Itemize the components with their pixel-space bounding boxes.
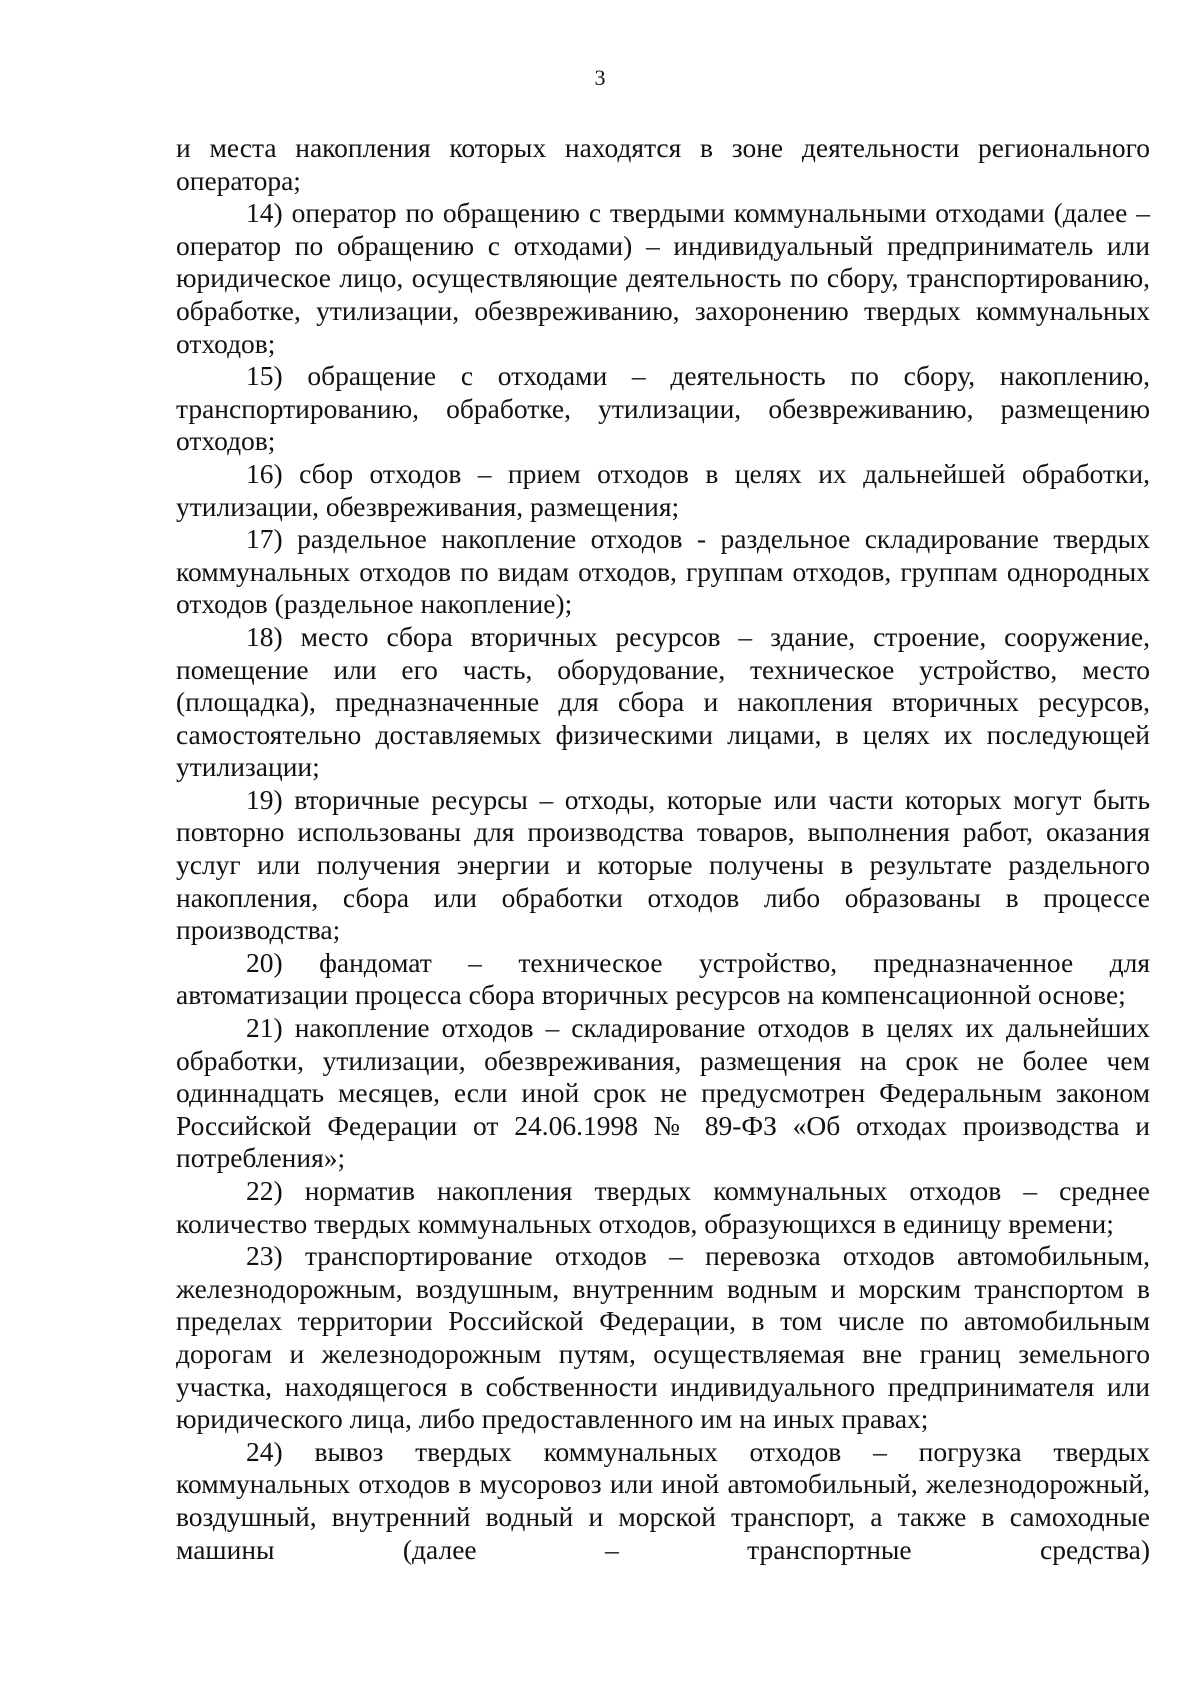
paragraph-item-23: 23) транспортирование отходов – перевозка отходов автомобильным, железнодорожным, воздушным, внутренним водным и морским транспортом в пределах территории Российской Федерации, в том числе по автомобильным дорогам и железнодорожным путям, осуществляемая вне границ земельного участка, находящегося в собственности индивидуального предпринимателя или юридического лица, либо предоставленного им на иных правах; xyxy=(176,1240,1150,1435)
paragraph-item-18: 18) место сбора вторичных ресурсов – здание, строение, сооружение, помещение или его часть, оборудование, техническое устройство, место (площадка), предназначенные для сбора и накопления вторичных ресурсов, самостоятельно доставляемых физическими лицами, в целях их последующей утилизации; xyxy=(176,620,1150,783)
paragraph-item-21: 21) накопление отходов – складирование отходов в целях их дальнейших обработки, утилизации, обезвреживания, размещения на срок не более чем одиннадцать месяцев, если иной срок не предусмотрен Федеральным законом Российской Федерации от 24.06.1998 № 89-ФЗ «Об отходах производства и потребления»; xyxy=(176,1012,1150,1174)
paragraph-item-22: 22) норматив накопления твердых коммунальных отходов – среднее количество твердых коммунальных отходов, образующихся в единицу времени; xyxy=(176,1175,1150,1239)
paragraph-item-16: 16) сбор отходов – прием отходов в целях их дальнейшей обработки, утилизации, обезвреживания, размещения; xyxy=(176,457,1150,522)
paragraph-item-15: 15) обращение с отходами – деятельность по сбору, накоплению, транспортированию, обработке, утилизации, обезвреживанию, размещению отходов; xyxy=(176,360,1150,457)
paragraph-item-24: 24) вывоз твердых коммунальных отходов – погрузка твердых коммунальных отходов в мусоровоз или иной автомобильный, железнодорожный, воздушный, внутренний водный и морской транспорт, а также в самоходные машины (далее – транспортные средства) xyxy=(176,1435,1150,1565)
paragraph-continuation: и места накопления которых находятся в зоне деятельности регионального оператора; xyxy=(176,132,1150,196)
paragraph-item-14: 14) оператор по обращению с твердыми коммунальными отходами (далее – оператор по обращению с отходами) – индивидуальный предприниматель или юридическое лицо, осуществляющие деятельность по сбору, транспортированию, обработке, утилизации, обезвреживанию, захоронению твердых коммунальных отходов; xyxy=(176,197,1150,359)
paragraph-item-20: 20) фандомат – техническое устройство, предназначенное для автоматизации процесса сбора вторичных ресурсов на компенсационной основе; xyxy=(176,946,1150,1011)
paragraph-item-19: 19) вторичные ресурсы – отходы, которые или части которых могут быть повторно использованы для производства товаров, выполнения работ, оказания услуг или получения энергии и которые получены в результате раздельного накопления, сбора или обработки отходов либо образованы в процессе производства; xyxy=(176,783,1150,946)
page-number: 3 xyxy=(594,65,606,90)
document-body xyxy=(176,132,1150,1566)
paragraph-item-17: 17) раздельное накопление отходов - раздельное складирование твердых коммунальных отходов по видам отходов, группам отходов, группам однородных отходов (раздельное накопление); xyxy=(176,523,1150,620)
